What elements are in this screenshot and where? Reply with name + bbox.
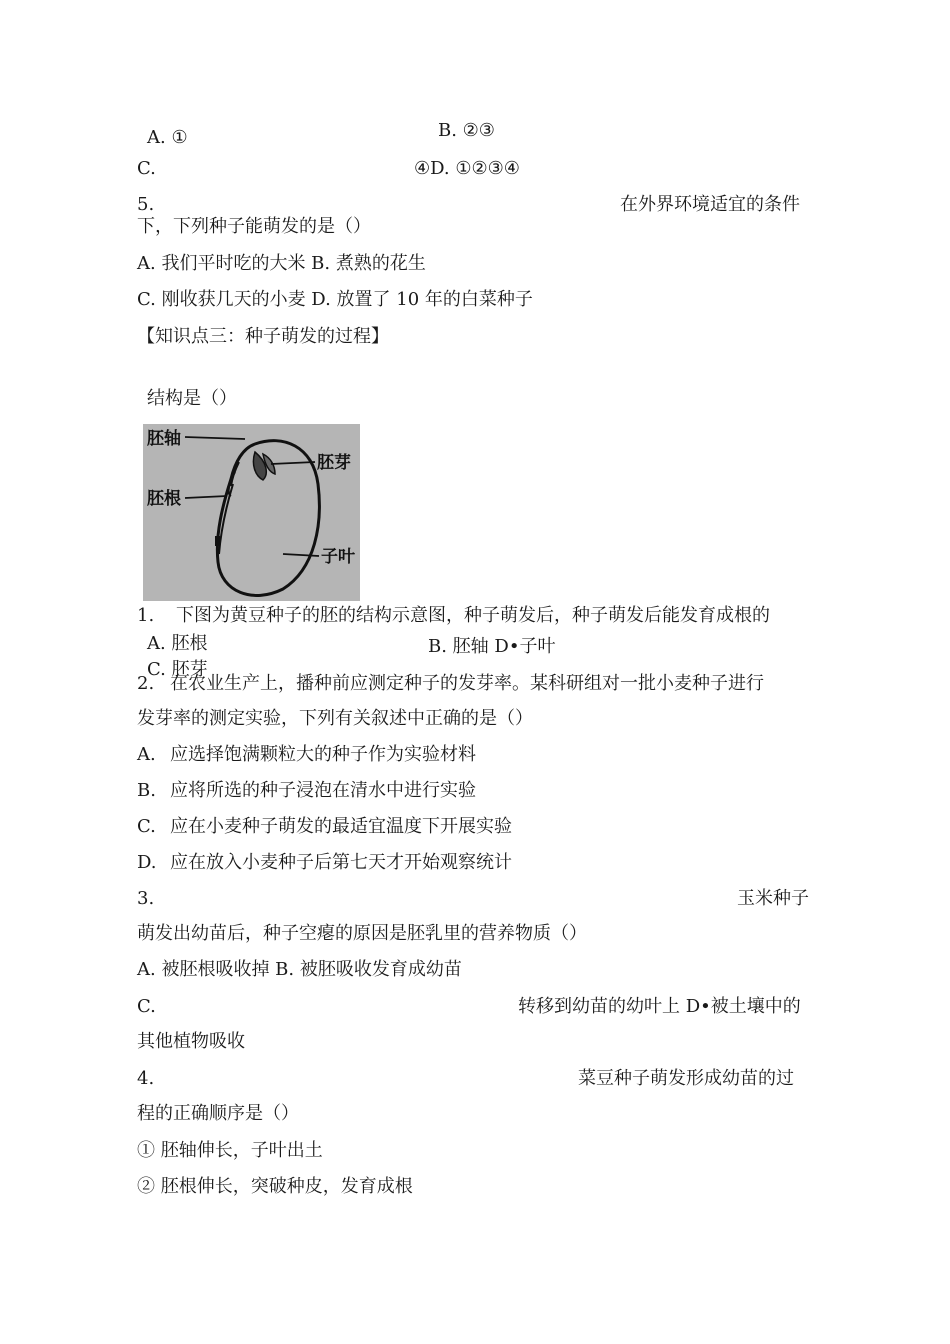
q2-option-b-letter: B. — [137, 780, 156, 801]
q4-option-a: A. ① — [147, 127, 188, 148]
q5-option-ab: A. 我们平时吃的大米 B. 煮熟的花生 — [137, 253, 426, 274]
q2-option-c-text: 应在小麦种子萌发的最适宜温度下开展实验 — [170, 816, 512, 837]
q4-step-2: ② 胚根伸长，突破种皮，发育成根 — [137, 1176, 413, 1197]
q1-option-c-fragment: C. 胚芽 — [147, 659, 208, 680]
q2-option-c-letter: C. — [137, 816, 156, 837]
q1-stem-fragment: 结构是（） — [147, 388, 237, 409]
q4-option-b: B. ②③ — [438, 120, 495, 141]
q3-stem-part1: 玉米种子 — [737, 888, 809, 909]
q4-stem-part1: 菜豆种子萌发形成幼苗的过 — [578, 1068, 794, 1089]
q3-option-ab: A. 被胚根吸收掉 B. 被胚吸收发育成幼苗 — [137, 959, 462, 980]
q4-option-d: ④D. ①②③④ — [414, 158, 520, 179]
q2-option-d-text: 应在放入小麦种子后第七天才开始观察统计 — [170, 852, 512, 873]
q1-number: 1. — [137, 605, 155, 626]
label-plumule: 胚芽 — [317, 453, 351, 473]
q4-option-c: C. — [137, 158, 156, 179]
q4-number: 4. — [137, 1068, 155, 1089]
section-heading: 【知识点三：种子萌发的过程】 — [137, 326, 389, 347]
q5-number: 5. — [137, 194, 155, 215]
label-cotyledon: 子叶 — [321, 547, 355, 567]
q2-number: 2. — [137, 673, 155, 694]
q3-option-cd-cont: 其他植物吸收 — [137, 1031, 245, 1052]
q1-stem: 下图为黄豆种子的胚的结构示意图，种子萌发后，种子萌发后能发育成根的 — [176, 605, 770, 626]
q2-stem-line1: 在农业生产上，播种前应测定种子的发芽率。某科研组对一批小麦种子进行 — [170, 673, 764, 694]
q2-option-a-letter: A. — [137, 744, 156, 765]
q2-option-a-text: 应选择饱满颗粒大的种子作为实验材料 — [170, 744, 476, 765]
q5-stem-part2: 下，下列种子能萌发的是（） — [137, 216, 371, 237]
q4-stem-part2: 程的正确顺序是（） — [137, 1103, 299, 1124]
q5-stem-part1: 在外界环境适宜的条件 — [620, 194, 800, 215]
label-embryo-axis: 胚轴 — [147, 429, 181, 449]
q1-option-bd: B. 胚轴 D•子叶 — [428, 636, 556, 657]
q2-option-d-letter: D. — [137, 852, 157, 873]
q4-step-1: ① 胚轴伸长，子叶出土 — [137, 1140, 323, 1161]
q3-number: 3. — [137, 888, 155, 909]
embryo-structure-figure — [143, 424, 360, 601]
q3-stem-part2: 萌发出幼苗后，种子空瘪的原因是胚乳里的营养物质（） — [137, 923, 587, 944]
label-radicle: 胚根 — [147, 489, 181, 509]
q2-option-b-text: 应将所选的种子浸泡在清水中进行实验 — [170, 780, 476, 801]
q3-option-cd-text: 转移到幼苗的幼叶上 D•被土壤中的 — [518, 996, 801, 1017]
q1-option-a: A. 胚根 — [147, 633, 208, 654]
q5-option-cd: C. 刚收获几天的小麦 D. 放置了 10 年的白菜种子 — [137, 289, 533, 310]
q2-stem-line2: 发芽率的测定实验，下列有关叙述中正确的是（） — [137, 708, 533, 729]
q3-option-c: C. — [137, 996, 156, 1017]
